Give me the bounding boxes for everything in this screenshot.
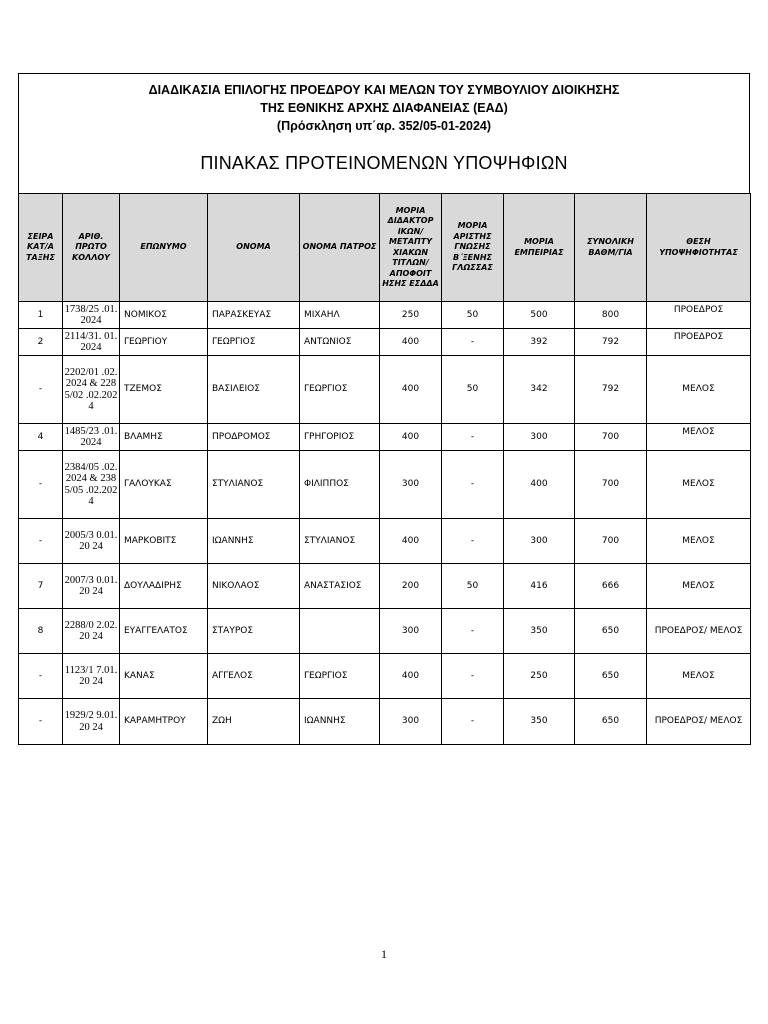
cell-phd-points: 200 [380,564,442,609]
table-row [19,356,751,424]
cell-father: ΜΙΧΑΗΛ [300,302,380,329]
col-header-protocol: ΑΡΙΘ. ΠΡΩΤΟ ΚΟΛΛΟΥ [63,194,120,302]
cell-surname: ΚΑΡΑΜΗΤΡΟΥ [120,699,208,745]
cell-name: ΣΤΑΥΡΟΣ [208,609,300,654]
cell-protocol: 2114/31. 01.2024 [63,329,120,356]
cell-surname: ΓΕΩΡΓΙΟΥ [120,329,208,356]
cell-name: ΠΡΟΔΡΟΜΟΣ [208,424,300,451]
cell-phd-points: 400 [380,654,442,699]
cell-position: ΠΡΟΕΔΡΟΣ [647,329,751,356]
table-row [19,451,751,519]
table-row [19,424,751,451]
cell-phd-points: 250 [380,302,442,329]
cell-rank: 1 [19,302,63,329]
cell-phd-points: 400 [380,424,442,451]
cell-total: 700 [575,451,647,519]
header-line-1: ΔΙΑΔΙΚΑΣΙΑ ΕΠΙΛΟΓΗΣ ΠΡΟΕΔΡΟΥ ΚΑΙ ΜΕΛΩΝ ΤΟΥ ΣΥΜΒΟΥΛΙΟΥ ΔΙΟΙΚΗΣΗΣ [148,83,620,97]
cell-experience-points: 250 [504,654,575,699]
table-row [19,699,751,745]
cell-position: ΠΡΟΕΔΡΟΣ/ ΜΕΛΟΣ [647,609,751,654]
col-header-name: ΟΝΟΜΑ [208,194,300,302]
col-header-father: ΟΝΟΜΑ ΠΑΤΡΟΣ [300,194,380,302]
cell-name: ΒΑΣΙΛΕΙΟΣ [208,356,300,424]
cell-total: 650 [575,654,647,699]
cell-experience-points: 500 [504,302,575,329]
col-header-position: ΘΕΣΗ ΥΠΟΨΗΦΙΟΤΗΤΑΣ [647,194,751,302]
cell-protocol: 2288/0 2.02.20 24 [63,609,120,654]
cell-experience-points: 342 [504,356,575,424]
candidates-table [18,193,751,745]
cell-position: ΠΡΟΕΔΡΟΣ/ ΜΕΛΟΣ [647,699,751,745]
table-row [19,302,751,329]
cell-language-points: - [442,424,504,451]
cell-experience-points: 392 [504,329,575,356]
table-header-row [19,194,751,302]
cell-total: 700 [575,424,647,451]
cell-name: ΓΕΩΡΓΙΟΣ [208,329,300,356]
cell-surname: ΔΟΥΛΑΔΙΡΗΣ [120,564,208,609]
cell-total: 800 [575,302,647,329]
cell-protocol: 1485/23 .01.2024 [63,424,120,451]
document-sheet [18,73,750,745]
cell-father: ΙΩΑΝΝΗΣ [300,699,380,745]
cell-phd-points: 300 [380,609,442,654]
col-header-rank: ΣΕΙΡΑ ΚΑΤ/Α ΤΑΞΗΣ [19,194,63,302]
cell-surname: ΕΥΑΓΓΕΛΑΤΟΣ [120,609,208,654]
cell-language-points: - [442,654,504,699]
cell-father [300,609,380,654]
cell-protocol: 1929/2 9.01.20 24 [63,699,120,745]
cell-position: ΜΕΛΟΣ [647,424,751,451]
cell-total: 792 [575,329,647,356]
cell-protocol: 2007/3 0.01.20 24 [63,564,120,609]
cell-phd-points: 400 [380,329,442,356]
cell-phd-points: 300 [380,699,442,745]
header-line-3: (Πρόσκληση υπ΄αρ. 352/05-01-2024) [276,119,492,133]
cell-experience-points: 350 [504,609,575,654]
cell-father: ΓΕΩΡΓΙΟΣ [300,356,380,424]
cell-rank: - [19,451,63,519]
cell-rank: 8 [19,609,63,654]
cell-phd-points: 400 [380,519,442,564]
cell-name: ΑΓΓΕΛΟΣ [208,654,300,699]
cell-rank: 2 [19,329,63,356]
cell-language-points: 50 [442,356,504,424]
cell-rank: - [19,654,63,699]
cell-rank: - [19,356,63,424]
cell-father: ΦΙΛΙΠΠΟΣ [300,451,380,519]
table-title: ΠΙΝΑΚΑΣ ΠΡΟΤΕΙΝΟΜΕΝΩΝ ΥΠΟΨΗΦΙΩΝ [200,153,568,173]
cell-father: ΑΝΤΩΝΙΟΣ [300,329,380,356]
cell-phd-points: 400 [380,356,442,424]
page-number: 1 [381,947,387,961]
cell-rank: - [19,699,63,745]
cell-surname: ΜΑΡΚΟΒΙΤΣ [120,519,208,564]
cell-total: 650 [575,699,647,745]
cell-position: ΜΕΛΟΣ [647,564,751,609]
cell-name: ΝΙΚΟΛΑΟΣ [208,564,300,609]
cell-father: ΓΕΩΡΓΙΟΣ [300,654,380,699]
cell-experience-points: 300 [504,519,575,564]
document-header [18,73,750,193]
cell-phd-points: 300 [380,451,442,519]
cell-total: 650 [575,609,647,654]
cell-position: ΠΡΟΕΔΡΟΣ [647,302,751,329]
col-header-phd-points: ΜΟΡΙΑ ΔΙΔΑΚΤΟΡ ΙΚΩΝ/ ΜΕΤΑΠΤΥ ΧΙΑΚΩΝ ΤΙΤΛΩΝ/ ΑΠΟΦΟΙΤ ΗΣΗΣ ΕΣΔΔΑ [380,194,442,302]
cell-total: 792 [575,356,647,424]
cell-name: ΣΤΥΛΙΑΝΟΣ [208,451,300,519]
cell-protocol: 1738/25 .01.2024 [63,302,120,329]
cell-protocol: 2005/3 0.01.20 24 [63,519,120,564]
cell-position: ΜΕΛΟΣ [647,519,751,564]
cell-protocol: 1123/1 7.01.20 24 [63,654,120,699]
table-row [19,519,751,564]
col-header-language-points: ΜΟΡΙΑ ΑΡΙΣΤΗΣ ΓΝΩΣΗΣ Β΄ΞΕΝΗΣ ΓΛΩΣΣΑΣ [442,194,504,302]
cell-rank: 4 [19,424,63,451]
col-header-experience-points: ΜΟΡΙΑ ΕΜΠΕΙΡΙΑΣ [504,194,575,302]
cell-language-points: - [442,699,504,745]
col-header-total: ΣΥΝΟΛΙΚΗ ΒΑΘΜ/ΓΙΑ [575,194,647,302]
header-line-2: ΤΗΣ ΕΘΝΙΚΗΣ ΑΡΧΗΣ ΔΙΑΦΑΝΕΙΑΣ (ΕΑΔ) [260,101,508,115]
cell-language-points: - [442,519,504,564]
col-header-surname: ΕΠΩΝΥΜΟ [120,194,208,302]
cell-experience-points: 400 [504,451,575,519]
cell-position: ΜΕΛΟΣ [647,654,751,699]
cell-language-points: 50 [442,564,504,609]
cell-experience-points: 416 [504,564,575,609]
cell-name: ΠΑΡΑΣΚΕΥΑΣ [208,302,300,329]
cell-name: ΖΩΗ [208,699,300,745]
cell-rank: 7 [19,564,63,609]
cell-language-points: - [442,451,504,519]
cell-rank: - [19,519,63,564]
cell-experience-points: 300 [504,424,575,451]
cell-position: ΜΕΛΟΣ [647,451,751,519]
cell-surname: ΓΑΛΟΥΚΑΣ [120,451,208,519]
cell-father: ΑΝΑΣΤΑΣΙΟΣ [300,564,380,609]
cell-experience-points: 350 [504,699,575,745]
cell-language-points: - [442,609,504,654]
cell-language-points: 50 [442,302,504,329]
cell-surname: ΚΑΝΑΣ [120,654,208,699]
cell-surname: ΤΖΕΜΟΣ [120,356,208,424]
cell-total: 700 [575,519,647,564]
cell-position: ΜΕΛΟΣ [647,356,751,424]
cell-father: ΣΤΥΛΙΑΝΟΣ [300,519,380,564]
cell-total: 666 [575,564,647,609]
cell-protocol: 2384/05 .02.2024 & 2385/05 .02.2024 [63,451,120,519]
table-row [19,329,751,356]
cell-surname: ΝΟΜΙΚΟΣ [120,302,208,329]
cell-language-points: - [442,329,504,356]
cell-father: ΓΡΗΓΟΡΙΟΣ [300,424,380,451]
table-row [19,654,751,699]
table-row [19,609,751,654]
cell-surname: ΒΛΑΜΗΣ [120,424,208,451]
cell-protocol: 2202/01 .02.2024 & 2285/02 .02.2024 [63,356,120,424]
cell-name: ΙΩΑΝΝΗΣ [208,519,300,564]
table-row [19,564,751,609]
